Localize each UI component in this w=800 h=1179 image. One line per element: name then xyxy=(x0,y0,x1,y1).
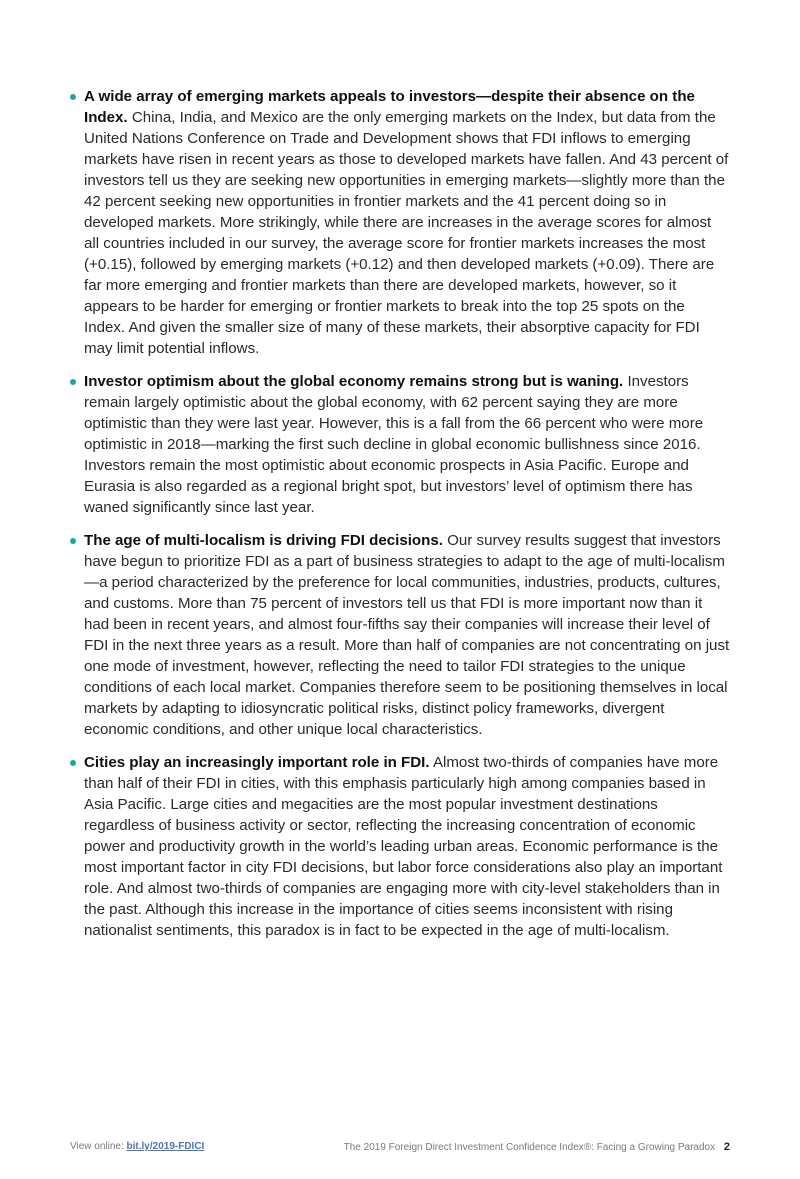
bullet-lead: A wide array of emerging markets appeals to investors—despite their absence on the Index. xyxy=(84,88,695,126)
bullet-lead: Cities play an increasingly important role in FDI. xyxy=(84,754,430,771)
bullet-lead: The age of multi-localism is driving FDI decisions. xyxy=(84,532,443,549)
bullet-multi-localism xyxy=(70,530,730,740)
footer-title-block xyxy=(344,1141,730,1153)
bullet-dot-icon xyxy=(70,538,76,544)
view-online-label: View online: xyxy=(70,1141,124,1152)
bullet-body: Investors remain largely optimistic about the global economy, with 62 percent saying they are more optimistic than they were last year. However, this is a fall from the 66 percent who were more optimistic in 2018—marking the first such decline in global economic bullishness since 2016. Investors remain the most optimistic about economic prospects in Asia Pacific. Europe and Eurasia is also regarded as a regional bright spot, but investors’ level of optimism there has waned significantly since last year. xyxy=(84,373,704,516)
bullet-dot-icon xyxy=(70,94,76,100)
bullet-emerging-markets xyxy=(70,86,730,359)
bullet-investor-optimism xyxy=(70,371,730,518)
page-number: 2 xyxy=(723,1141,730,1153)
view-online-link[interactable]: bit.ly/2019-FDICI xyxy=(126,1141,205,1152)
bullet-lead: Investor optimism about the global economy remains strong but is waning. xyxy=(84,373,624,390)
page-footer xyxy=(70,1141,730,1155)
bullet-body: Almost two-thirds of companies have more than half of their FDI in cities, with this emphasis particularly high among companies based in Asia Pacific. Large cities and megacities are the most popular investment destinations regardless of business activity or sector, reflecting the increasing concentration of economic power and productivity growth in the world’s leading urban areas. Economic performance is the most important factor in city FDI decisions, but labor force considerations also play an important role. And almost two-thirds of companies are engaging more with city-level stakeholders than in the past. Although this increase in the importance of cities seems inconsistent with rising nationalist sentiments, this paradox is in fact to be expected in the age of multi-localism. xyxy=(84,754,723,939)
bullet-dot-icon xyxy=(70,379,76,385)
bullet-body: China, India, and Mexico are the only emerging markets on the Index, but data from the United Nations Conference on Trade and Development shows that FDI inflows to emerging markets have risen in recent years as those to developed markets have fallen. And 43 percent of investors tell us they are seeking new opportunities in emerging markets—slightly more than the 42 percent seeking new opportunities in frontier markets and the 41 percent doing so in developed markets. More strikingly, while there are increases in the average scores for almost all countries included in our survey, the average score for frontier markets increases the most (+0.15), followed by emerging markets (+0.12) and then developed markets (+0.09). There are far more emerging and frontier markets than there are developed markets, however, so it appears to be harder for emerging or frontier markets to break into the top 25 spots on the Index. And given the smaller size of many of these markets, their absorptive capacity for FDI may limit potential inflows. xyxy=(84,109,729,357)
bullet-cities xyxy=(70,752,730,941)
bullet-list xyxy=(70,86,730,941)
footer-title: The 2019 Foreign Direct Investment Confidence Index®: Facing a Growing Paradox xyxy=(343,1142,716,1153)
bullet-body: Our survey results suggest that investors have begun to prioritize FDI as a part of business strategies to adapt to the age of multi-localism—a period characterized by the preference for local communities, industries, products, cultures, and customs. More than 75 percent of investors tell us that FDI is more important now than it had been in recent years, and almost four-fifths say their companies will increase their level of FDI in the next three years as a result. More than half of companies are not concentrating on just one mode of investment, however, reflecting the need to tailor FDI strategies to the unique conditions of each local market. Companies therefore seem to be positioning themselves in local markets by adapting to idiosyncratic political risks, distinct policy frameworks, divergent economic conditions, and other unique local characteristics. xyxy=(84,532,730,738)
bullet-dot-icon xyxy=(70,760,76,766)
footer-view-online xyxy=(70,1141,204,1152)
main-content xyxy=(70,86,730,953)
